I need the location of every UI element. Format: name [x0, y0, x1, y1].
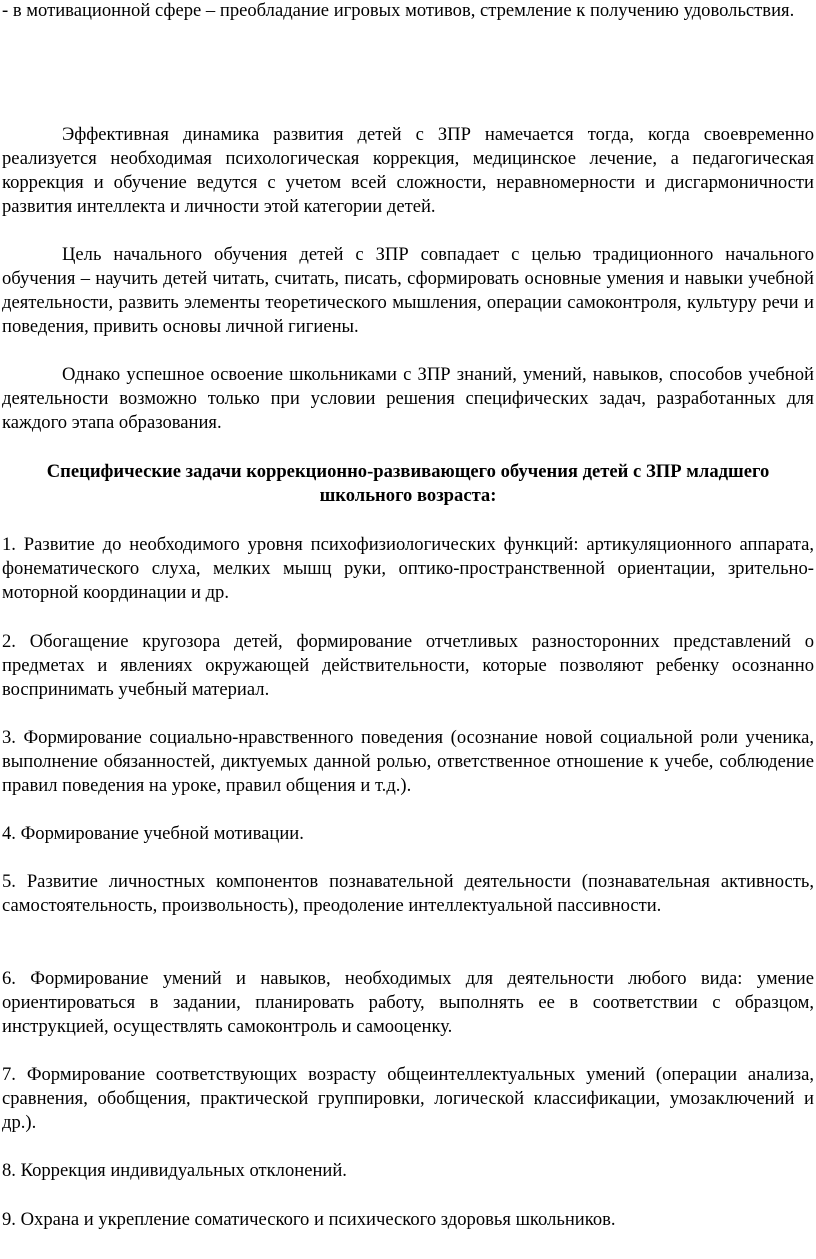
- task-item-2: 2. Обогащение кругозора детей, формирование отчетливых разносторонних представлений о предметах и явлениях окружающей действительности, которые позволяют ребенку осознанно воспринимать учебный материал.: [2, 631, 814, 700]
- task-item-1: 1. Развитие до необходимого уровня психофизиологических функций: артикуляционного аппарата, фонематического слуха, мелких мышц руки, оптико-пространственной ориентации, зрительно-моторной координации и др.: [2, 534, 814, 603]
- task-item-9: 9. Охрана и укрепление соматического и психического здоровья школьников.: [2, 1209, 616, 1230]
- task-item-8: 8. Коррекция индивидуальных отклонений.: [2, 1160, 347, 1181]
- task-item-7: 7. Формирование соответствующих возрасту общеинтеллектуальных умений (операции анализа, сравнения, обобщения, практической группировки, логической классификации, умозаключений и др.).: [2, 1064, 814, 1133]
- paragraph-goal: Цель начального обучения детей с ЗПР совпадает с целью традиционного начального обучения – научить детей читать, считать, писать, сформировать основные умения и навыки учебной деятельности, развить элементы теоретического мышления, операции самоконтроля, культуру речи и поведения, привить основы личной гигиены.: [2, 244, 814, 337]
- task-item-5: 5. Развитие личностных компонентов познавательной деятельности (познавательная активность, самостоятельность, произвольность), преодоление интеллектуальной пассивности.: [2, 871, 814, 916]
- section-heading: Специфические задачи коррекционно-развивающего обучения детей с ЗПР младшего школьного возраста:: [46, 461, 770, 506]
- task-item-6: 6. Формирование умений и навыков, необходимых для деятельности любого вида: умение ориентироваться в задании, планировать работу, выполнять ее в соответствии с образцом, инструкцией, осуществлять самоконтроль и самооценку.: [2, 968, 814, 1037]
- task-item-3: 3. Формирование социально-нравственного поведения (осознание новой социальной роли ученика, выполнение обязанностей, диктуемых данной ролью, ответственное отношение к учебе, соблюдение правил поведения на уроке, правил общения и т.д.).: [2, 727, 814, 796]
- task-item-4: 4. Формирование учебной мотивации.: [2, 823, 304, 844]
- intro-line: - в мотивационной сфере – преобладание игровых мотивов, стремление к получению удовольствия.: [2, 0, 795, 21]
- paragraph-dynamics: Эффективная динамика развития детей с ЗПР намечается тогда, когда своевременно реализуется необходимая психологическая коррекция, медицинское лечение, а педагогическая коррекция и обучение ведутся с учетом всей сложности, неравномерности и дисгармоничности развития интеллекта и личности этой категории детей.: [2, 124, 814, 217]
- paragraph-success: Однако успешное освоение школьниками с ЗПР знаний, умений, навыков, способов учебной деятельности возможно только при условии решения специфических задач, разработанных для каждого этапа образования.: [2, 364, 814, 433]
